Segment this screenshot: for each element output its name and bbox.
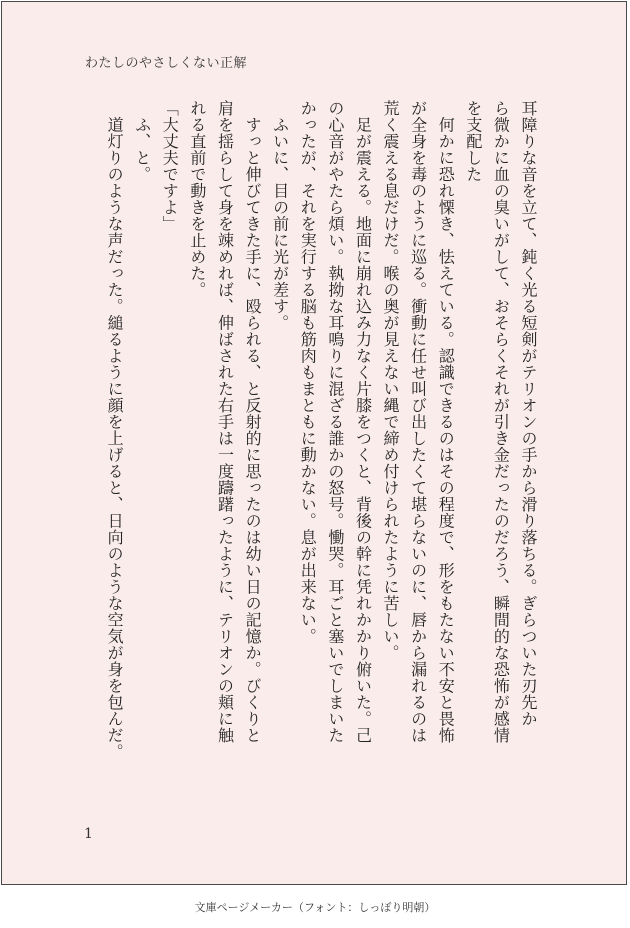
text-line: ふいに、目の前に光が差す。: [270, 100, 290, 331]
vertical-body-text: [101, 100, 543, 800]
footer-credit: 文庫ページメーカー（フォント：しっぽり明朝）: [194, 901, 436, 914]
text-line: ふ、と。: [132, 100, 152, 183]
text-line: 足が震える。地面に崩れ込み力なく片膝をつくと、背後の幹に凭れかかり俯いた。己: [353, 100, 373, 744]
book-page: [1, 1, 627, 885]
page-header-title: わたしのやさしくない正解: [85, 56, 248, 71]
text-line: れる直前で動きを止めた。: [187, 100, 207, 298]
text-line: 何かに恐れ慄き、怯えている。認識できるのはその程度で、形をもたない不安と畏怖: [436, 100, 456, 744]
page-number: 1: [84, 826, 93, 842]
text-line: の心音がやたら煩い。執拗な耳鳴りに混ざる誰かの怒号。慟哭。耳ごと塞いでしまいた: [325, 100, 345, 744]
text-line: 「大丈夫ですよ」: [160, 100, 180, 232]
text-line: かったが、それを実行する脳も筋肉もまともに動かない。息が出来ない。: [298, 100, 318, 645]
text-line: 道灯りのような声だった。縋るように顔を上げると、日向のような空気が身を包んだ。: [105, 100, 125, 760]
text-line: すっと伸びてきた手に、殴られる、と反射的に思ったのは幼い日の記憶か。びくりと: [243, 100, 263, 744]
text-line: ら微かに血の臭いがして、おそらくそれが引き金だったのだろう、瞬間的な恐怖が感情: [491, 100, 511, 744]
text-line: 耳障りな音を立て、鈍く光る短剣がテリオンの手から滑り落ちる。ぎらついた刃先か: [519, 100, 538, 727]
text-line: が全身を毒のように巡る。衝動に任せ叫び出したくて堪らないのに、唇から漏れるのは: [408, 100, 428, 744]
text-line: 肩を揺らして身を竦めれば、伸ばされた右手は一度躊躇ったように、テリオンの頬に触: [215, 100, 235, 744]
text-line: を支配した: [463, 100, 483, 183]
text-line: 荒く震える息だけだ。喉の奥が見えない縄で締め付けられたように苦しい。: [381, 100, 401, 661]
